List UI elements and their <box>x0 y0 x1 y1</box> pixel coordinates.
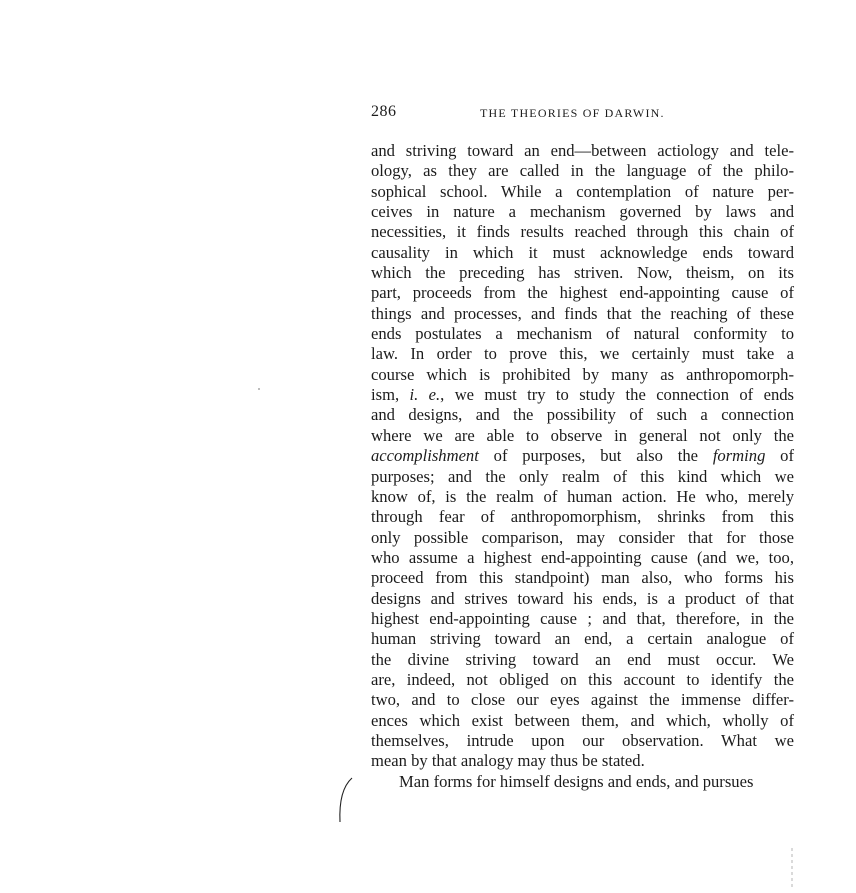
line-text: course which is prohibited by many as anthropomorph- <box>371 364 794 384</box>
line-text: ends postulates a mechanism of natural conformity to <box>371 324 794 344</box>
margin-pencil-mark <box>334 776 364 824</box>
text-line <box>371 711 794 731</box>
line-text: ology, as they are called in the language of the philo- <box>371 161 794 181</box>
italic-text: forming <box>712 446 766 466</box>
text-line <box>371 507 794 527</box>
page-header <box>371 103 794 125</box>
line-text: the divine striving toward an end must occur. We <box>371 649 794 669</box>
text-line <box>371 589 794 609</box>
line-text: themselves, intrude upon our observation. What we <box>371 730 794 750</box>
text-line <box>371 528 794 548</box>
line-text: of purposes, but also the <box>478 446 713 466</box>
line-text: , we must try to study the connection of ends <box>440 385 794 405</box>
line-text: highest end-appointing cause ; and that, therefore, in the <box>371 608 794 628</box>
text-line <box>371 182 794 202</box>
line-text: two, and to close our eyes against the immense differ- <box>371 690 794 710</box>
line-text: of <box>765 446 794 466</box>
italic-text: accomplishment <box>371 446 479 466</box>
text-line <box>371 283 794 303</box>
italic-text: i. e. <box>409 385 441 405</box>
line-text: purposes; and the only realm of this kind which we <box>371 466 794 486</box>
line-text: Man forms for himself designs and ends, and pursues <box>399 771 754 791</box>
line-text: causality in which it must acknowledge ends toward <box>371 242 794 262</box>
text-line <box>371 751 794 771</box>
line-text: ences which exist between them, and which, wholly of <box>371 710 794 730</box>
line-text: where we are able to observe in general not only the <box>371 425 794 445</box>
text-line <box>371 609 794 629</box>
text-line <box>371 324 794 344</box>
page-edge-mark <box>791 848 793 890</box>
text-line <box>371 405 794 425</box>
page-number: 286 <box>371 103 397 120</box>
line-text: which the preceding has striven. Now, theism, on its <box>371 263 794 283</box>
line-text: human striving toward an end, a certain analogue of <box>371 629 794 649</box>
text-line <box>371 446 794 466</box>
line-text: proceed from this standpoint) man also, who forms his <box>371 568 794 588</box>
line-text: ism, <box>371 385 410 405</box>
text-line <box>371 385 794 405</box>
line-text: only possible comparison, may consider that for those <box>371 527 794 547</box>
text-line <box>371 161 794 181</box>
line-text: things and processes, and finds that the reaching of these <box>371 303 794 323</box>
text-line <box>371 690 794 710</box>
line-text: designs and strives toward his ends, is a product of that <box>371 588 794 608</box>
line-text: through fear of anthropomorphism, shrinks from this <box>371 507 794 527</box>
text-line <box>371 426 794 446</box>
text-line <box>371 467 794 487</box>
text-line <box>371 344 794 364</box>
line-text: sophical school. While a contemplation of nature per- <box>371 181 794 201</box>
text-line <box>371 650 794 670</box>
text-line <box>371 629 794 649</box>
text-line <box>371 243 794 263</box>
line-text: mean by that analogy may thus be stated. <box>371 751 645 771</box>
text-line <box>371 568 794 588</box>
line-text: are, indeed, not obliged on this account to identify the <box>371 669 794 689</box>
paragraph <box>371 772 794 792</box>
page-speck <box>258 388 260 390</box>
line-text: law. In order to prove this, we certainly must take a <box>371 344 794 364</box>
text-line <box>371 141 794 161</box>
line-text: and designs, and the possibility of such a connection <box>371 405 794 425</box>
line-text: and striving toward an end—between actiology and tele- <box>371 141 794 160</box>
line-text: part, proceeds from the highest end-appointing cause of <box>371 283 794 303</box>
text-line <box>371 365 794 385</box>
line-text: know of, is the realm of human action. He who, merely <box>371 486 794 506</box>
text-line <box>371 670 794 690</box>
line-text: who assume a highest end-appointing cause (and we, too, <box>371 547 794 567</box>
line-text: necessities, it finds results reached through this chain of <box>371 222 794 242</box>
text-line <box>371 304 794 324</box>
text-line <box>371 263 794 283</box>
body-text <box>371 141 794 792</box>
text-line <box>371 731 794 751</box>
text-line <box>371 487 794 507</box>
text-line <box>371 772 794 792</box>
text-line <box>371 222 794 242</box>
text-line <box>371 548 794 568</box>
paragraph <box>371 141 794 772</box>
running-title: THE THEORIES OF DARWIN. <box>480 106 665 120</box>
line-text: ceives in nature a mechanism governed by laws and <box>371 202 794 222</box>
text-line <box>371 202 794 222</box>
